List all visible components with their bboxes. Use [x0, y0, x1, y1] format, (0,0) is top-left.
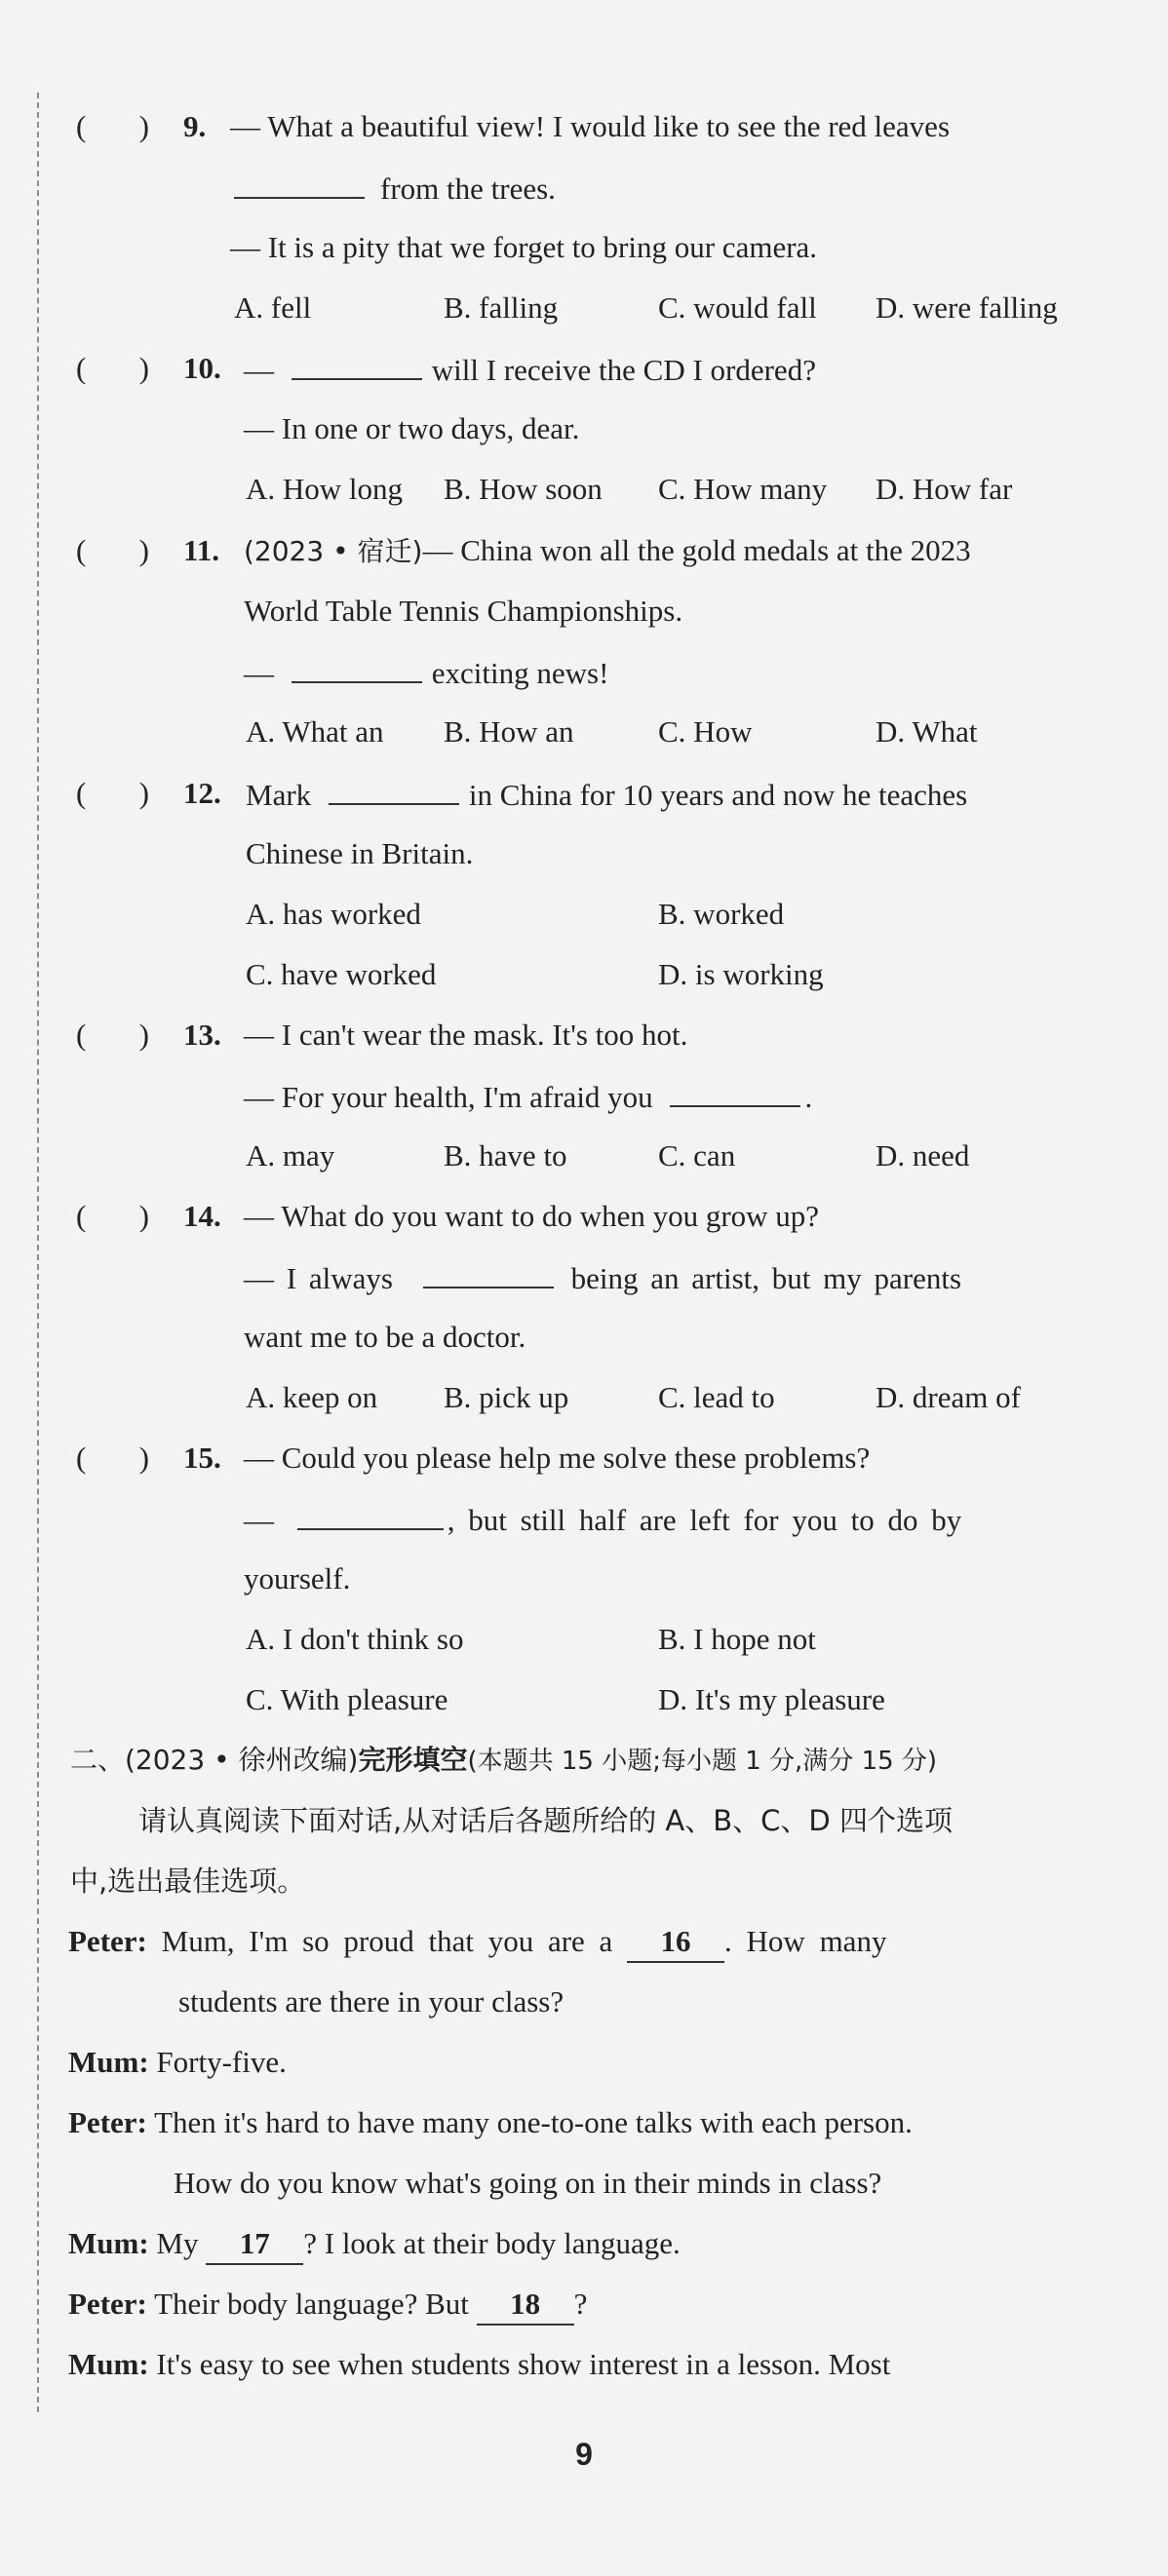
option-d: D. need	[876, 1138, 970, 1173]
option-c: C. With pleasure	[246, 1682, 448, 1716]
dialogue-line: Mum: It's easy to see when students show interest in a lesson. Most	[68, 2347, 891, 2381]
cloze-gap: 17	[206, 2224, 303, 2265]
answer-bracket[interactable]: ( )	[76, 776, 149, 810]
page-number: 9	[575, 2437, 593, 2472]
question-text: Mark in China for 10 years and now he teaches	[246, 774, 967, 813]
option-c: C. would fall	[658, 290, 817, 325]
option-c: C. How	[658, 714, 753, 749]
question-text: — , but still half are left for you to do by	[244, 1499, 961, 1538]
option-d: D. It's my pleasure	[658, 1682, 885, 1716]
question-number: 11.	[183, 533, 220, 567]
answer-blank	[423, 1257, 554, 1288]
option-d: D. is working	[658, 957, 824, 991]
option-a: A. fell	[234, 290, 312, 325]
question-text: World Table Tennis Championships.	[244, 594, 683, 628]
option-d: D. were falling	[876, 290, 1058, 325]
dialogue-line: Peter: Mum, I'm so proud that you are a 16 . How many	[68, 1922, 886, 1961]
dialogue-line: Peter: Then it's hard to have many one-to-one talks with each person.	[68, 2105, 913, 2139]
option-c: C. can	[658, 1138, 736, 1173]
speaker-label: Peter:	[68, 2287, 147, 2321]
answer-blank	[292, 349, 422, 380]
margin-dashed-line	[37, 93, 39, 2412]
question-text: — I always being an artist, but my parents	[244, 1257, 961, 1296]
question-text: — will I receive the CD I ordered?	[244, 349, 816, 388]
question-number: 14.	[183, 1199, 221, 1233]
dialogue-line: Mum: My 17 ? I look at their body language.	[68, 2224, 681, 2263]
answer-bracket[interactable]: ( )	[76, 1199, 149, 1233]
speaker-label: Peter:	[68, 1924, 147, 1958]
question-number: 12.	[183, 776, 221, 810]
dialogue-line: students are there in your class?	[178, 1984, 565, 2019]
speaker-label: Mum:	[68, 2347, 149, 2381]
answer-bracket[interactable]: ( )	[76, 533, 149, 567]
option-c: C. have worked	[246, 957, 437, 991]
question-number: 10.	[183, 351, 221, 385]
section-instruction: 中,选出最佳选项。	[70, 1865, 306, 1898]
speaker-label: Peter:	[68, 2105, 147, 2139]
option-c: C. lead to	[658, 1380, 775, 1414]
question-number: 15.	[183, 1441, 221, 1475]
option-a: A. How long	[246, 472, 404, 506]
cloze-gap: 16	[627, 1922, 724, 1963]
question-text: yourself.	[244, 1561, 351, 1596]
dialogue-line: Peter: Their body language? But 18 ?	[68, 2285, 587, 2324]
dialogue-line: How do you know what's going on in their minds in class?	[174, 2166, 882, 2200]
option-d: D. How far	[876, 472, 1013, 506]
section-header: 二、(2023 • 徐州改编)完形填空(本题共 15 小题;每小题 1 分,满分 15 分)	[70, 1744, 938, 1776]
option-a: A. has worked	[246, 897, 421, 931]
section-instruction: 请认真阅读下面对话,从对话后各题所给的 A、B、C、D 四个选项	[138, 1804, 953, 1837]
option-c: C. How many	[658, 472, 828, 506]
answer-blank	[234, 168, 365, 199]
option-a: A. What an	[246, 714, 384, 749]
dialogue-line: Mum: Forty-five.	[68, 2045, 287, 2079]
option-d: D. What	[876, 714, 978, 749]
cloze-gap: 18	[477, 2285, 574, 2326]
question-text: from the trees.	[234, 168, 556, 207]
speaker-label: Mum:	[68, 2045, 149, 2079]
answer-bracket[interactable]: ( )	[76, 1441, 149, 1475]
speaker-label: Mum:	[68, 2226, 149, 2260]
question-text: — It is a pity that we forget to bring our camera.	[230, 230, 818, 264]
question-text: — What do you want to do when you grow up?	[244, 1199, 820, 1233]
option-b: B. How soon	[444, 472, 603, 506]
question-text: Chinese in Britain.	[246, 836, 474, 870]
option-b: B. have to	[444, 1138, 567, 1173]
option-b: B. falling	[444, 290, 559, 325]
answer-bracket[interactable]: ( )	[76, 109, 149, 143]
option-a: A. may	[246, 1138, 335, 1173]
answer-blank	[670, 1076, 800, 1107]
option-a: A. I don't think so	[246, 1622, 464, 1656]
option-b: B. worked	[658, 897, 785, 931]
question-text: (2023 • 宿迁)— China won all the gold medals at the 2023	[244, 533, 971, 567]
question-text: — exciting news!	[244, 652, 608, 691]
question-text: — Could you please help me solve these problems?	[244, 1441, 871, 1475]
question-text: — I can't wear the mask. It's too hot.	[244, 1018, 688, 1052]
question-text: want me to be a doctor.	[244, 1320, 526, 1354]
question-number: 9.	[183, 109, 207, 143]
question-number: 13.	[183, 1018, 221, 1052]
answer-blank	[297, 1499, 444, 1530]
answer-blank	[292, 652, 422, 683]
option-b: B. How an	[444, 714, 574, 749]
question-source: (2023 • 宿迁)	[244, 535, 423, 567]
option-a: A. keep on	[246, 1380, 378, 1414]
question-text: — For your health, I'm afraid you .	[244, 1076, 812, 1115]
option-b: B. I hope not	[658, 1622, 816, 1656]
answer-bracket[interactable]: ( )	[76, 1018, 149, 1052]
option-d: D. dream of	[876, 1380, 1021, 1414]
answer-blank	[329, 774, 459, 805]
option-b: B. pick up	[444, 1380, 569, 1414]
question-text: — In one or two days, dear.	[244, 411, 580, 445]
answer-bracket[interactable]: ( )	[76, 351, 149, 385]
question-text: — What a beautiful view! I would like to see the red leaves	[230, 109, 951, 143]
